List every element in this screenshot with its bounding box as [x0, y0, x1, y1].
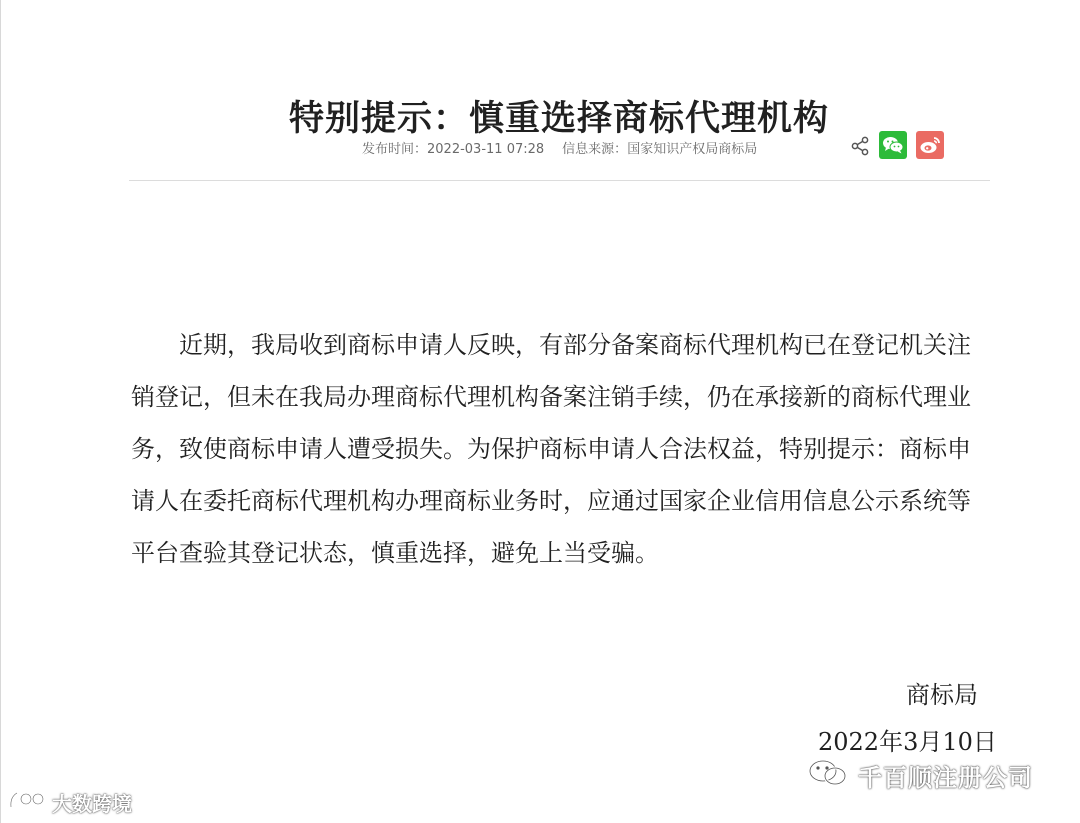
article-body [131, 319, 991, 579]
publish-time: 2022-03-11 07:28 [427, 142, 545, 157]
signature-organization: 商标局 [906, 681, 978, 709]
source-name: 国家知识产权局商标局 [627, 142, 758, 157]
weibo-share-icon[interactable] [916, 131, 944, 159]
article-paragraph-text: 近期，我局收到商标申请人反映，有部分备案商标代理机构已在登记机关注销登记，但未在我局办理商标代理机构备案注销手续，仍在承接新的商标代理业务，致使商标申请人遭受损失。为保护商标申请人合法权益，特别提示：商标申请人在委托商标代理机构办理商标业务时，应通过国家企业信用信息公示系统等平台查验其登记状态，慎重选择，避免上当受骗。 [131, 331, 971, 567]
share-icon[interactable] [848, 134, 872, 158]
wechat-share-icon[interactable] [879, 131, 907, 159]
watermark-logo-icon [8, 788, 48, 816]
watermark-left [8, 787, 132, 817]
signature-date: 2022年3月10日 [818, 728, 997, 756]
header-divider [129, 180, 990, 181]
watermark-left-text: 大数跨境 [52, 791, 132, 816]
watermark-right-text: 千百顺注册公司 [858, 763, 1033, 792]
source-label: 信息来源： [562, 142, 628, 157]
wechat-official-account-icon [806, 756, 850, 794]
article-title: 特别提示：慎重选择商标代理机构 [288, 99, 829, 140]
article-meta [362, 138, 757, 157]
watermark-right [806, 757, 1033, 793]
publish-time-label: 发布时间： [362, 142, 428, 157]
article-paragraph [131, 319, 991, 579]
